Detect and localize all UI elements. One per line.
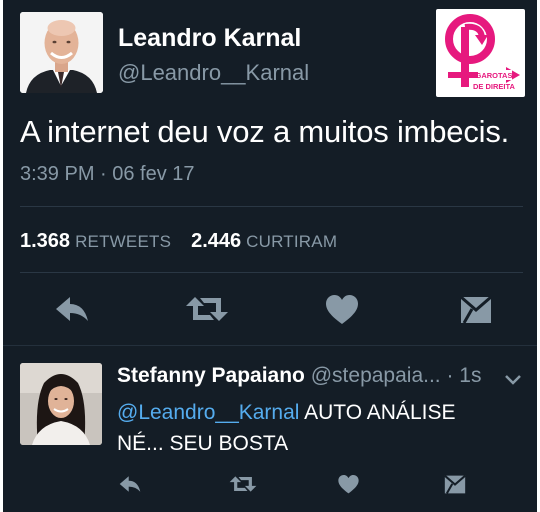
direct-message-icon — [444, 475, 466, 494]
brand-logo — [436, 9, 525, 97]
divider — [20, 206, 523, 207]
reply-direct-message-button[interactable] — [440, 470, 470, 498]
reply-text-line1: AUTO ANÁLISE — [299, 401, 456, 424]
retweet-icon — [185, 295, 229, 323]
like-icon — [338, 475, 359, 494]
author-avatar[interactable] — [20, 12, 103, 93]
reply-icon — [118, 475, 142, 493]
reply-icon — [54, 295, 90, 323]
tweet-text: A internet deu voz a muitos imbecis. — [20, 114, 510, 149]
likes-label[interactable]: CURTIRAM — [246, 232, 338, 251]
divider — [3, 345, 537, 346]
retweets-label[interactable]: RETWEETS — [75, 232, 172, 251]
tweet-detail-view — [3, 0, 537, 512]
more-options-button[interactable] — [505, 372, 521, 390]
reply-mention-link[interactable]: @Leandro__Karnal — [117, 401, 300, 424]
reply-header — [117, 364, 482, 388]
svg-text:GAROTAS: GAROTAS — [475, 71, 513, 80]
svg-text:DE DIREITA: DE DIREITA — [473, 82, 515, 91]
tweet-timestamp[interactable]: 3:39 PM · 06 fev 17 — [20, 163, 195, 185]
retweet-button[interactable] — [183, 290, 231, 328]
reply-button[interactable] — [51, 290, 93, 328]
reply-reply-button[interactable] — [113, 470, 147, 498]
divider — [20, 272, 523, 273]
direct-message-icon — [460, 296, 492, 324]
direct-message-button[interactable] — [455, 290, 497, 330]
chevron-down-icon — [505, 375, 521, 385]
reply-like-button[interactable] — [333, 470, 363, 498]
author-name[interactable]: Leandro Karnal — [118, 24, 302, 52]
reply-time[interactable]: · 1s — [446, 364, 482, 387]
tweet-stats — [20, 230, 357, 253]
reply-retweet-button[interactable] — [225, 470, 261, 498]
retweet-icon — [229, 475, 257, 493]
reply-author-avatar[interactable] — [20, 363, 102, 445]
reply-author-name[interactable]: Stefanny Papaiano — [117, 364, 305, 387]
reply-text — [117, 397, 517, 459]
reply-author-handle[interactable]: @stepapaia... — [310, 364, 441, 387]
likes-count[interactable]: 2.446 — [191, 230, 242, 252]
retweets-count[interactable]: 1.368 — [20, 230, 71, 252]
reply-text-line2: NÉ... SEU BOSTA — [117, 432, 289, 455]
author-handle[interactable]: @Leandro__Karnal — [118, 60, 310, 85]
like-button[interactable] — [321, 290, 363, 330]
like-icon — [326, 295, 358, 325]
